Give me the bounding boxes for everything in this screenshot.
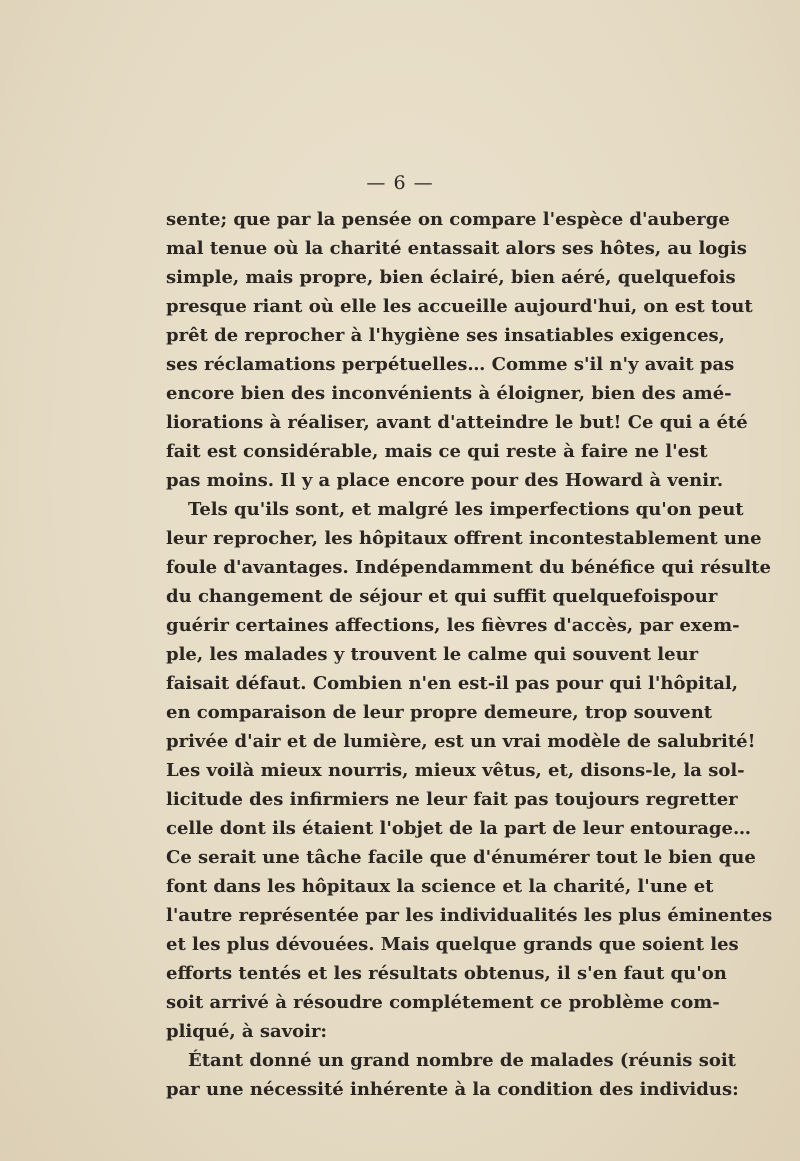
text-line: encore bien des inconvénients à éloigner, bien des amé- — [166, 383, 732, 404]
text-line: en comparaison de leur propre demeure, trop souvent — [166, 702, 713, 723]
text-line: ses réclamations perpétuelles… Comme s'il n'y avait pas — [166, 354, 735, 375]
text-line: foule d'avantages. Indépendamment du bénéfice qui résulte — [166, 557, 771, 578]
text-line: privée d'air et de lumière, est un vrai modèle de salubrité! — [166, 731, 756, 752]
text-line: licitude des infirmiers ne leur fait pas toujours regretter — [166, 789, 738, 810]
text-line: pas moins. Il y a place encore pour des Howard à venir. — [166, 470, 724, 491]
text-line: l'autre représentée par les individualités les plus éminentes — [166, 905, 773, 926]
text-line: liorations à réaliser, avant d'atteindre le but! Ce qui a été — [166, 412, 748, 433]
text-line: prêt de reprocher à l'hygiène ses insatiables exigences, — [166, 325, 725, 346]
text-line: pliqué, à savoir: — [166, 1021, 328, 1042]
text-line: faisait défaut. Combien n'en est-il pas pour qui l'hôpital, — [166, 673, 738, 694]
text-line: celle dont ils étaient l'objet de la part de leur entourage… — [166, 818, 751, 839]
text-line: guérir certaines affections, les fièvres d'accès, par exem- — [166, 615, 740, 636]
text-line: simple, mais propre, bien éclairé, bien aéré, quelquefois — [166, 267, 736, 288]
text-line: et les plus dévouées. Mais quelque grands que soient les — [166, 934, 739, 955]
text-line: Ce serait une tâche facile que d'énumérer tout le bien que — [166, 847, 756, 868]
text-line: Les voilà mieux nourris, mieux vêtus, et, disons-le, la sol- — [166, 760, 745, 781]
body-text — [166, 205, 773, 1104]
text-line: presque riant où elle les accueille aujourd'hui, on est tout — [166, 296, 753, 317]
text-line: par une nécessité inhérente à la condition des individus: — [166, 1079, 739, 1100]
text-line: ple, les malades y trouvent le calme qui souvent leur — [166, 644, 699, 665]
text-line: efforts tentés et les résultats obtenus, il s'en faut qu'on — [166, 963, 727, 984]
text-line: leur reprocher, les hôpitaux offrent incontestablement une — [166, 528, 762, 549]
text-line: mal tenue où la charité entassait alors ses hôtes, au logis — [166, 238, 747, 259]
text-line: sente; que par la pensée on compare l'espèce d'auberge — [166, 209, 730, 230]
text-line: fait est considérable, mais ce qui reste à faire ne l'est — [166, 441, 708, 462]
text-line: du changement de séjour et qui suffit quelquefoispour — [166, 586, 718, 607]
page-number: — 6 — — [366, 172, 434, 194]
text-line: font dans les hôpitaux la science et la charité, l'une et — [166, 876, 714, 897]
text-line: Étant donné un grand nombre de malades (réunis soit — [188, 1050, 736, 1071]
text-line: soit arrivé à résoudre complétement ce problème com- — [166, 992, 720, 1013]
text-line: Tels qu'ils sont, et malgré les imperfections qu'on peut — [188, 499, 744, 520]
